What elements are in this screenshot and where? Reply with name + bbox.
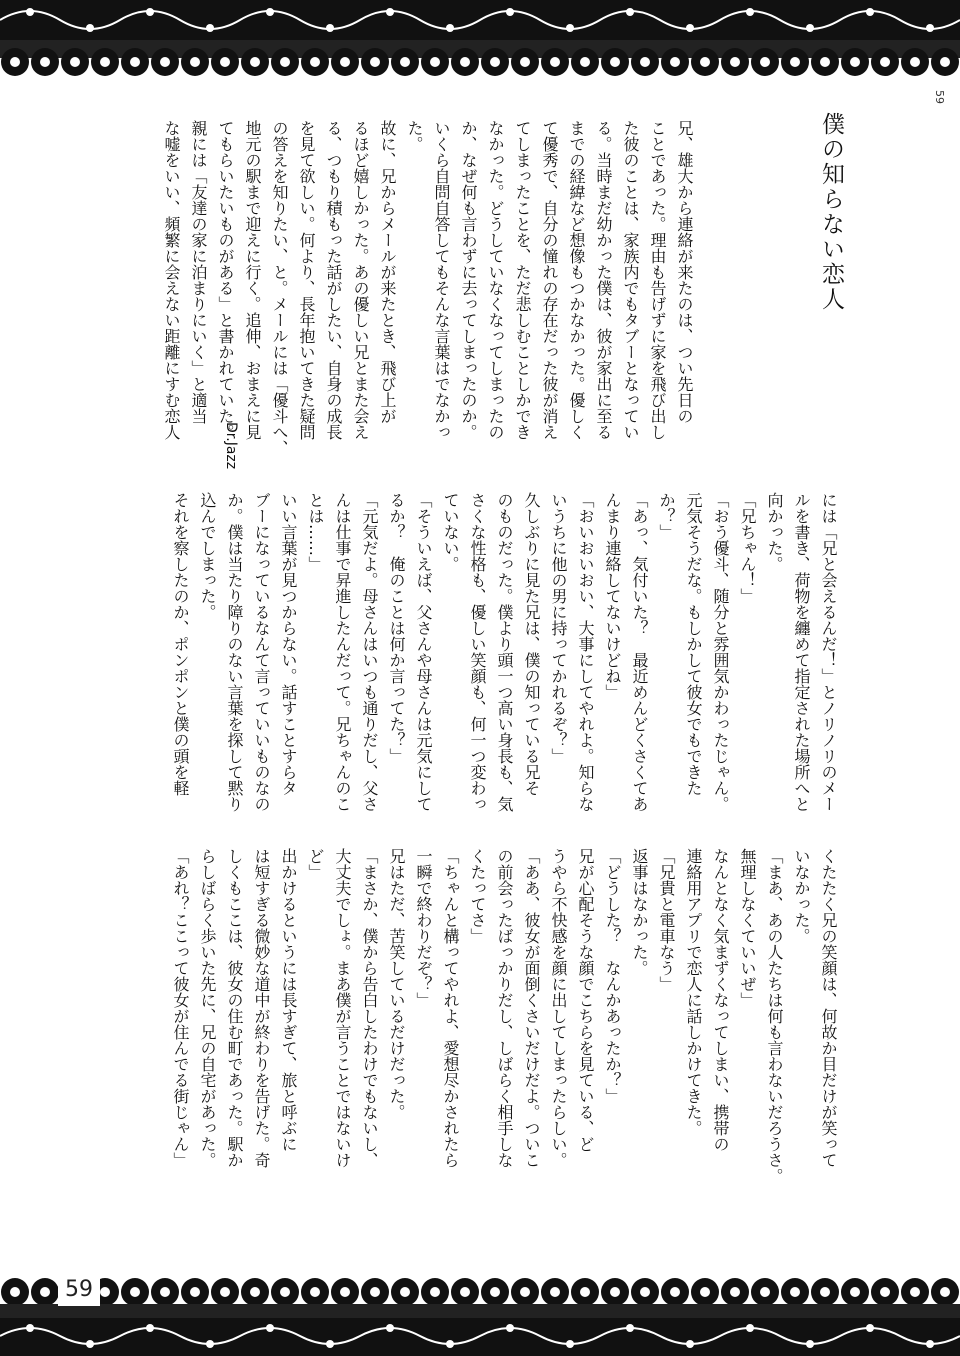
text-line: ルを書き、荷物を纏めて指定された場所へと: [792, 492, 811, 812]
text-line: なかった。どうしていなくなってしまったの: [486, 120, 505, 440]
text-line: る。当時まだ幼かった僕は、彼が家出に至る: [594, 120, 613, 440]
text-line: た彼のことは、家族内でもタブーとなってい: [621, 120, 640, 440]
text-line: うやら不快感を顔に出してしまったらしい。: [549, 848, 568, 1168]
text-line: て優秀で、自分の憧れの存在だった彼が消え: [540, 120, 559, 440]
text-line: 「そういえば、父さんや母さんは元気にして: [414, 492, 433, 812]
text-line: るほど嬉しかった。あの優しい兄とまた会え: [351, 120, 370, 440]
text-line: いい言葉が見つからない。話すことすらタ: [279, 492, 298, 796]
bottom-lace-border: [0, 1266, 960, 1356]
text-line: 返事はなかった。: [630, 848, 649, 976]
text-line: ことであった。理由も告げずに家を飛び出し: [648, 120, 667, 440]
text-line: んまり連絡してないけどね」: [603, 492, 622, 700]
text-line: いなかった。: [792, 848, 811, 944]
text-line: 「あっ、気付いた？ 最近めんどくさくてあ: [630, 492, 649, 812]
text-line: 親には「友達の家に泊まりにいく」と適当: [189, 120, 208, 424]
text-line: る、つもり積もった話がしたい、自身の成長: [324, 120, 343, 440]
text-line: 「兄ちゃん！」: [738, 492, 757, 604]
text-line: 「まさか、僕から告白したわけでもないし、: [360, 848, 379, 1168]
text-line: を見て欲しい。何より、長年抱いてきた疑問: [297, 120, 316, 440]
text-line: 地元の駅まで迎えに行く。追伸、おまえに見: [243, 120, 262, 440]
text-line: さくな性格も、優しい笑顔も、何一つ変わっ: [468, 492, 487, 812]
text-line: 兄が心配そうな顔でこちらを見ている、ど: [576, 848, 595, 1152]
text-line: の答えを知りたい、と。メールには「優斗へ、: [270, 120, 289, 456]
text-line: 「どうした？ なんかあったか？」: [603, 848, 622, 1104]
text-line: か？」: [657, 492, 676, 540]
text-line: しくもここは、彼女の住む町であった。駅か: [225, 848, 244, 1168]
text-line: 込んでしまった。: [198, 492, 217, 620]
text-line: てしまったことを、ただ悲しむことしかでき: [513, 120, 532, 440]
text-line: るか？ 俺のことは何か言ってた？」: [387, 492, 406, 764]
text-line: 兄、雄大から連絡が来たのは、つい先日の: [675, 120, 694, 424]
text-line: ていない。: [441, 492, 460, 572]
text-line: 「ちゃんと構ってやれよ、愛想尽かされたら: [441, 848, 460, 1168]
text-block-top: [100, 120, 698, 492]
text-line: 兄はただ、苦笑しているだけだった。: [387, 848, 406, 1120]
story-author: Dr.Jazz: [223, 422, 239, 470]
text-line: は短すぎる微妙な道中が終わりを告げた。奇: [252, 848, 271, 1168]
text-line: には「兄と会えるんだ！」とノリノリのメー: [819, 492, 838, 812]
text-line: くたたく兄の笑顔は、何故か目だけが笑って: [819, 848, 838, 1168]
text-block-middle: [100, 492, 842, 822]
text-line: 「おいおいおい、大事にしてやれよ。知らな: [576, 492, 595, 812]
text-line: 「おう優斗、随分と雰囲気かわったじゃん。: [711, 492, 730, 812]
text-line: いくら自問自答してもそんな言葉はでなかっ: [432, 120, 451, 440]
text-line: 「兄貴と電車なう」: [657, 848, 676, 992]
text-line: 無理しなくていいぜ」: [738, 848, 757, 1008]
text-line: 一瞬で終わりだぞ？」: [414, 848, 433, 1008]
text-line: 久しぶりに見た兄は、僕の知っている兄そ: [522, 492, 541, 796]
text-line: 「あれ？ここって彼女が住んでる街じゃん」: [171, 848, 190, 1168]
top-lace-border: [0, 0, 960, 84]
text-line: の前会ったばっかりだし、しばらく相手しな: [495, 848, 514, 1168]
text-line: なんとなく気まずくなってしまい、携帯の: [711, 848, 730, 1152]
text-line: か。僕は当たり障りのない言葉を探して黙り: [225, 492, 244, 812]
text-line: んは仕事で昇進したんだって。兄ちゃんのこ: [333, 492, 352, 812]
text-line: らしばらく歩いた先に、兄の自宅があった。: [198, 848, 217, 1168]
text-line: それを察したのか、ポンポンと僕の頭を軽: [171, 492, 190, 796]
corner-page-number: 59: [933, 90, 946, 104]
text-block-bottom: [100, 848, 842, 1188]
text-line: ブーになっているなんて言っていいものなの: [252, 492, 271, 812]
text-line: 大丈夫でしょ。まあ僕が言うことではないけ: [333, 848, 352, 1168]
text-line: 元気そうだな。もしかして彼女でもできた: [684, 492, 703, 796]
text-line: 出かけるというには長すぎて、旅と呼ぶに: [279, 848, 298, 1152]
text-line: 「元気だよ。母さんはいつも通りだし、父さ: [360, 492, 379, 812]
text-line: までの経緯など想像もつかなかった。優しく: [567, 120, 586, 440]
text-line: か、なぜ何も言わずに去ってしまったのか。: [459, 120, 478, 440]
text-line: てもらいたいものがある」と書かれていた。: [216, 120, 235, 440]
text-line: 連絡用アプリで恋人に話しかけてきた。: [684, 848, 703, 1136]
text-line: くたってさ」: [468, 848, 487, 944]
text-line: のものだった。僕より頭一つ高い身長も、気: [495, 492, 514, 812]
story-title: 僕の知らない恋人: [818, 112, 844, 312]
text-line: な嘘をいい、頻繁に会えない距離にすむ恋人: [162, 120, 181, 440]
text-line: 故に、兄からメールが来たとき、飛び上が: [378, 120, 397, 424]
page-number: 59: [58, 1272, 100, 1306]
text-line: ど」: [306, 848, 325, 880]
text-line: いうちに他の男に持ってかれるぞ？」: [549, 492, 568, 764]
text-line: 向かった。: [765, 492, 784, 572]
text-line: 「ああ、彼女が面倒くさいだけだよ。ついこ: [522, 848, 541, 1168]
text-line: た。: [405, 120, 424, 152]
text-line: とは……」: [306, 492, 325, 572]
text-line: 「まあ、あの人たちは何も言わないだろうさ。: [765, 848, 784, 1184]
